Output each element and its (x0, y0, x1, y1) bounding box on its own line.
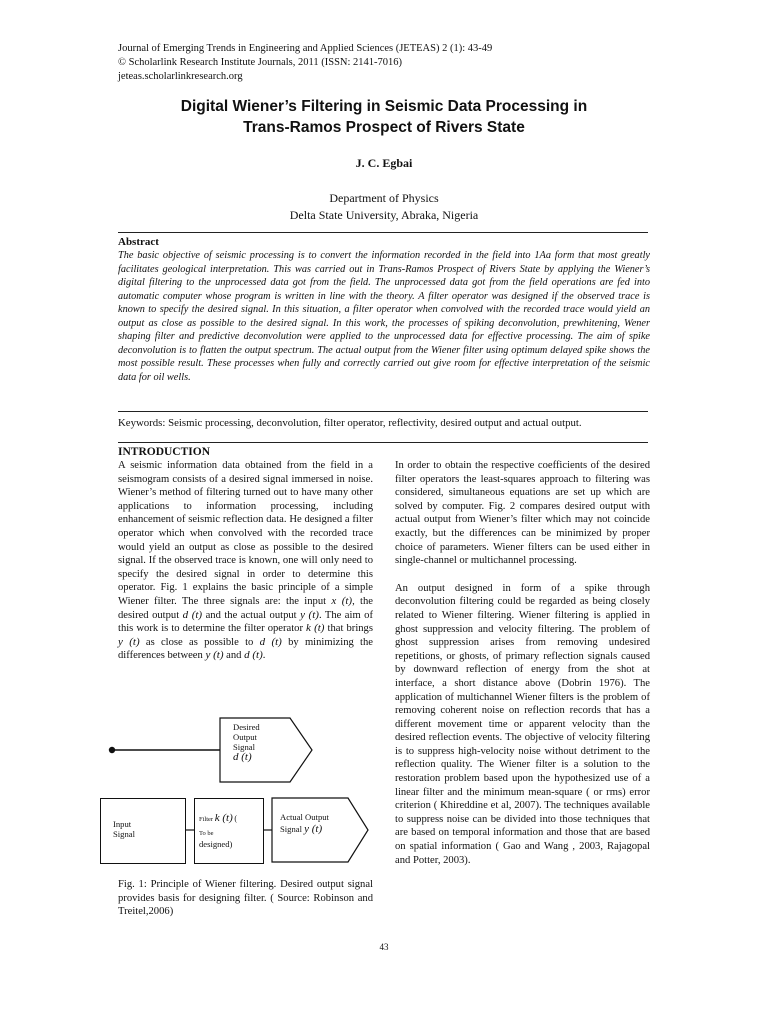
paper-title (0, 96, 768, 138)
desired-label-2: Output (233, 732, 257, 742)
intro-text-7: by minimizing the differences between (118, 636, 373, 662)
section-heading-introduction: INTRODUCTION (118, 446, 211, 458)
desired-label-1: Desired (233, 722, 260, 732)
abstract-heading: Abstract (118, 236, 159, 248)
symbol-k-t: k (t) (306, 622, 325, 635)
desired-label-3: Signal (233, 742, 255, 752)
filter-box (194, 798, 264, 864)
symbol-x-t: x (t) (331, 594, 353, 607)
desired-output-label (233, 722, 260, 762)
filter-paren: ( (234, 814, 238, 823)
intro-text-5: that brings (327, 623, 373, 635)
intro-text-3: and the actual output (205, 609, 297, 621)
signal-source-dot (109, 747, 115, 753)
intro-text-and: and (226, 650, 242, 662)
department: Department of Physics (329, 191, 439, 205)
filter-to-be: To be (199, 830, 214, 837)
symbol-d-t-3: d (t) (244, 649, 263, 662)
input-signal-box (100, 798, 186, 864)
symbol-d-t: d (t) (182, 608, 203, 621)
abstract-top-rule (118, 232, 648, 233)
abstract-text: The basic objective of seismic processing is to convert the information recorded in the field into 1Aa form that most greatly facilitates geological interpretation. This was carried out in Trans-Ramos Prospect of Rivers State by applying the Wiener’s digital filtering to the unprocessed data got from the field. The unprocessed data got from the field operations are fed into automatic computer whose program is written in line with the theory. A filter operator was designed if the observed trace is known to specify the desired signal. In this situation, a filter operator when convolved with the recorded trace would yield an output as close as possible to the desired signal. In this work, the processes of spiking deconvolution, prewhitening, Wener shaping filter and predictive deconvolution were applied to the unprocessed data for effective processing. The aim of spike deconvolution is to flatten the output spectrum. The actual output from the Wiener filter using optimum delayed spike shows the most possible result. These processes when fully and correctly carried out give room for effective interpretation of the seismic data for oil wells. (118, 250, 650, 383)
figure-caption: Fig. 1: Principle of Wiener filtering. Desired output signal provides basis for designing filter. ( Source: Robinson and Treitel,2006) (118, 879, 373, 918)
keywords: Keywords: Seismic processing, deconvolution, filter operator, reflectivity, desired output and actual output. (118, 417, 582, 429)
keywords-rule (118, 442, 648, 443)
symbol-y-t: y (t) (300, 608, 319, 621)
filter-symbol-k: k (t) (214, 812, 233, 824)
right-paragraph-1: In order to obtain the respective coefficients of the desired filter operators the least-squares approach to filtering was considered, simultaneous equations are set up which are solved by computer. Fig. 2 compares desired output with actual output from Wiener’s filter which may not coincide exactly, but the differences can be minimized by proper choice of parameters. Wiener filters can be used either in single-channel or multichannel processing. (395, 460, 650, 567)
title-line-2: Trans-Ramos Prospect of Rivers State (243, 119, 525, 136)
actual-label-1: Actual Output (280, 812, 329, 822)
journal-header (118, 42, 492, 84)
left-column (118, 459, 373, 663)
input-label-2: Signal (113, 829, 135, 839)
desired-label-symbol: d (t) (233, 751, 252, 763)
affiliation (0, 190, 768, 224)
actual-output-label (280, 811, 329, 835)
intro-text: A seismic information data obtained from the field in a seismogram consists of a desired signal immersed in noise. Wiener’s method of filtering turned out to have many other applications to information processing, including enhancement of seismic reflection data. He designed a filter operator which when convolved with the recorded trace would yield an output as close as possible to the desired signal. If the observed trace is known, one will only need to specify the desired signal in order to determine this operator. Fig. 1 explains the basic principle of a simple Wiener filter. The three signals are: the input (118, 460, 373, 607)
abstract-bottom-rule (118, 411, 648, 412)
actual-label-2: Signal (280, 824, 302, 834)
author-name: J. C. Egbai (355, 156, 413, 170)
intro-text-6: as close as possible to (145, 636, 254, 648)
symbol-d-t-2: d (t) (259, 635, 282, 648)
journal-citation: Journal of Emerging Trends in Engineering and Applied Sciences (JETEAS) 2 (1): 43-49 (118, 43, 493, 54)
journal-website: jeteas.scholarlinkresearch.org (118, 71, 243, 82)
page-number: 43 (379, 942, 389, 952)
filter-designed: designed) (199, 839, 233, 849)
intro-text-end: . (262, 650, 266, 662)
intro-text-4: . The aim of this work is to determine the filter operator (118, 609, 373, 635)
title-line-1: Digital Wiener’s Filtering in Seismic Data Processing in (180, 98, 588, 115)
intro-paragraph (118, 459, 373, 663)
actual-label-symbol: y (t) (304, 823, 323, 835)
input-label-1: Input (113, 819, 132, 829)
symbol-y-t-3: y (t) (205, 649, 224, 662)
symbol-y-t-2: y (t) (118, 635, 140, 648)
right-column (395, 459, 650, 867)
copyright-line: © Scholarlink Research Institute Journals, 2011 (ISSN: 2141-7016) (118, 57, 403, 68)
intro-text-2: , the desired output (118, 595, 373, 621)
right-paragraph-2: An output designed in form of a spike through deconvolution filtering could be regarded as being closely related to Wiener filtering. Wiener filtering is applied in ghost suppression and velocity filtering. The problem of ghost suppression arises from removing undesired repetitions, or ghosts, of primary reflection signals caused by downward reflection of energy from the shot at interface, a short distance above (Dobrin 1976). The application of multichannel Wiener filters is the problem of removing coherent noise on reflection records that has a different movement time or apparent velocity than the desired reflection events. The objective of velocity filtering is to suppress high-velocity noise without detriment to the reflection quality. The Wiener filter is a solution to the restoration problem based upon the hypothesized use of a linear filter and the minimum mean-square ( or rms) error criterion ( Khireddine et al, 2007). The techniques available to suppress noise can be divided into those techniques that are based on temporal information and those that are based on spatial information ( Gao and Wang , 2003, Rajagopal and Potter, 2003). (395, 582, 650, 866)
filter-label: Filter (199, 816, 214, 823)
university: Delta State University, Abraka, Nigeria (289, 208, 479, 222)
